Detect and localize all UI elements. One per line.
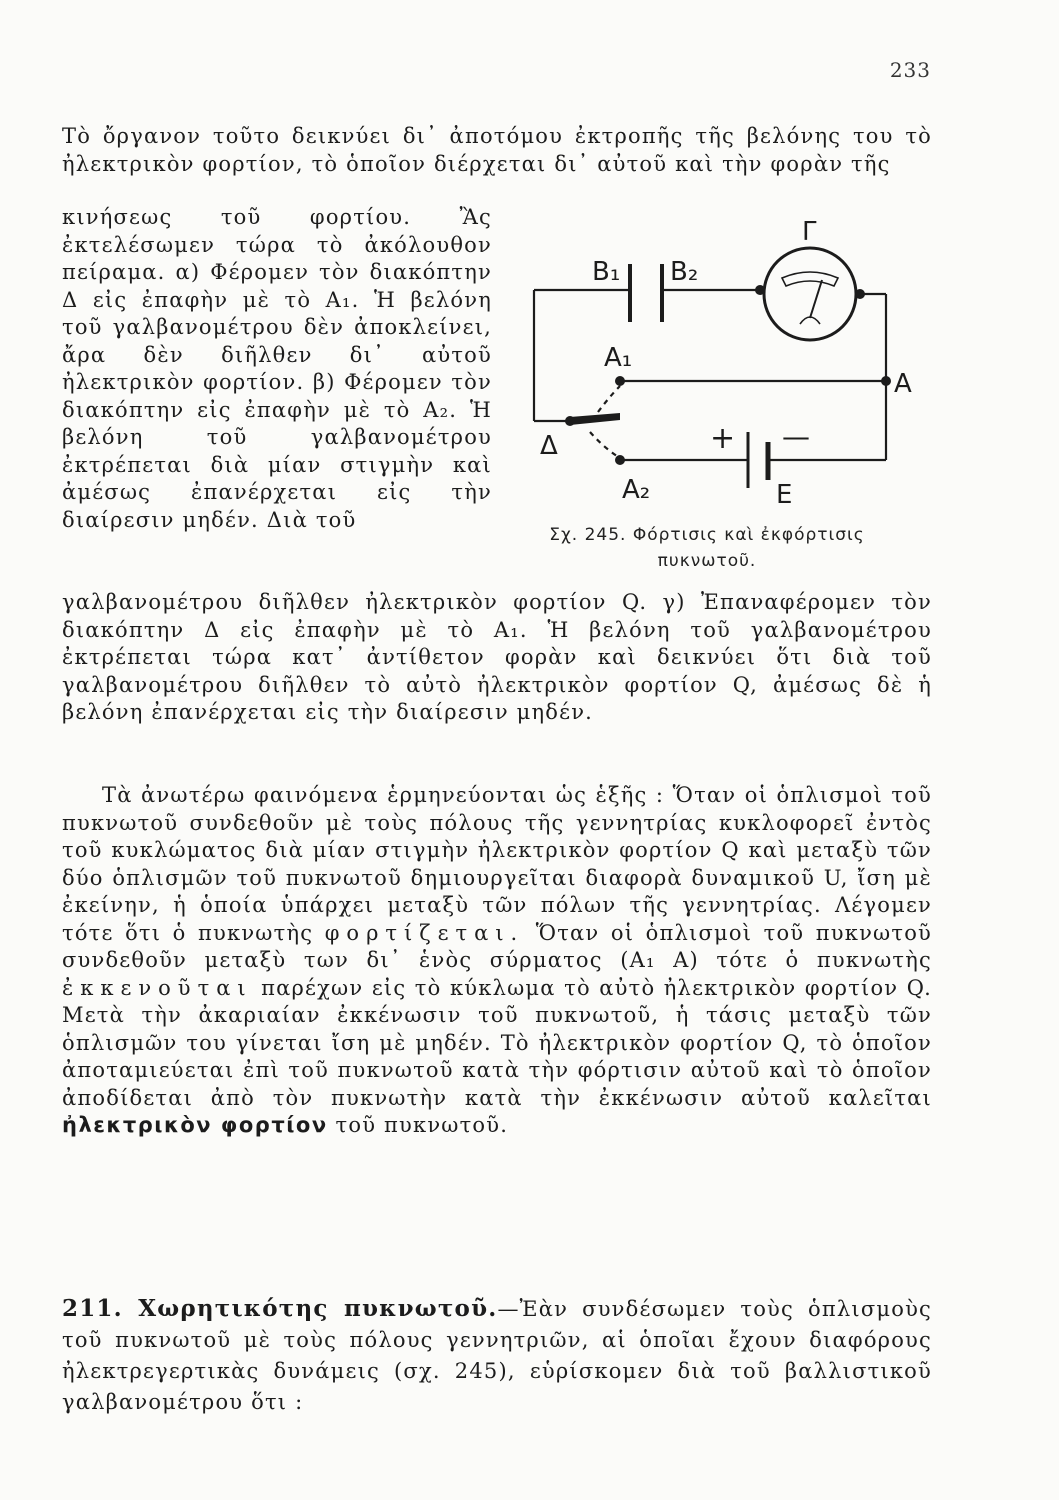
paragraph-2-part-3: παρέχων εἰς τὸ κύκλωμα τὸ αὐτὸ ἠλεκτρικὸν φορτίον Q. Μετὰ τὴν ἀκαριαίαν ἐκκένωσιν τοῦ πυκνωτοῦ, ἡ τάσις μεταξὺ τῶν ὁπλισμῶν του γίνεται ἴση μὲ μηδέν. Τὸ ἠλεκτρικὸν φορτίον Q, τὸ ὁποῖον ἀποταμιεύεται ἐπὶ τοῦ πυκνωτοῦ κατὰ τὴν φόρτισιν αὐτοῦ καὶ τὸ ὁποῖον ἀποδίδεται ἀπὸ τὸν πυκνωτὴν κατὰ τὴν ἐκκένωσιν αὐτοῦ καλεῖται (62, 975, 932, 1110)
paragraph-2 (62, 782, 932, 1140)
section-text: —Ἐὰν συνδέσωμεν τοὺς ὁπλισμοὺς τοῦ πυκνωτοῦ μὲ τοὺς πόλους γεννητριῶν, αἱ ὁποῖαι ἔχουν διαφόρους ἠλεκτρεγερτικὰς δυνάμεις (σχ. 245), εὑρίσκομεν διὰ τοῦ βαλλιστικοῦ γαλβανομέτρου ὅτι : (62, 1297, 932, 1414)
galvanometer-scale (782, 272, 838, 286)
label-switch-delta: Δ (540, 431, 558, 461)
paragraph-1-remainder: γαλβανομέτρου διῆλθεν ἠλεκτρικὸν φορτίον Q. γ) Ἐπαναφέρομεν τὸν διακόπτην Δ εἰς ἐπαφὴν μὲ τὸ A₁. Ἡ βελόνη τοῦ γαλβανομέτρου ἐκτρέπεται τώρα κατ᾽ ἀντίθετον φορὰν καὶ δεικνύει ὅτι διὰ τοῦ γαλβανομέτρου διῆλθεν τὸ αὐτὸ ἠλεκτρικὸν φορτίον Q, ἀμέσως δὲ ἡ βελόνη ἐπανέρχεται εἰς τὴν διαίρεσιν μηδέν. (62, 590, 932, 724)
spaced-term-charged: φορτίζεται. (324, 920, 525, 945)
galvanometer-right-dot (855, 289, 865, 299)
section-211 (62, 1293, 932, 1418)
paragraph-2-part-4: τοῦ πυκνωτοῦ. (335, 1113, 509, 1137)
switch-lever (570, 413, 620, 425)
label-terminal-a: A (894, 369, 912, 399)
label-terminal-a2: A₂ (622, 475, 651, 505)
terminal-a1-dot (615, 376, 625, 386)
paragraph-1-lead: Τὸ ὄργανον τοῦτο δεικνύει δι᾽ ἀποτόμου ἐκτροπῆς τῆς βελόνης του τὸ ἠλεκτρικὸν φορτίον, τὸ ὁποῖον διέρχεται δι᾽ αὐτοῦ καὶ τὴν φορὰν τῆς (62, 124, 932, 176)
galvanometer-left-dot (755, 285, 765, 295)
switch-arc-upper (598, 386, 620, 412)
section-heading: 211. Χωρητικότης πυκνωτοῦ. (62, 1295, 498, 1322)
figure-caption (522, 522, 892, 574)
galvanometer-needle (810, 280, 822, 318)
label-plate-b2: B₂ (670, 257, 699, 287)
label-battery-e: E (776, 480, 793, 510)
switch-arc-lower (590, 432, 620, 458)
label-plate-b1: B₁ (592, 257, 621, 287)
circuit-diagram (520, 218, 940, 518)
galvanometer-pivot (800, 317, 820, 324)
switch-pivot-dot (565, 416, 575, 426)
terminal-a-dot (881, 376, 891, 386)
circuit-diagram-svg (520, 218, 940, 518)
spaced-term-discharged: ἐκκενοῦται (62, 975, 253, 1000)
page-number: 233 (889, 58, 931, 82)
galvanometer-body (764, 248, 856, 340)
terminal-a2-dot (615, 455, 625, 465)
label-galvanometer: Γ (802, 218, 817, 247)
label-minus: — (782, 420, 810, 453)
paragraph-1-wrapped: κινήσεως τοῦ φορτίου. Ἂς ἐκτελέσωμεν τώρα τὸ ἀκόλουθον πείραμα. α) Φέρομεν τὸν διακόπτην Δ εἰς ἐπαφὴν μὲ τὸ A₁. Ἡ βελόνη τοῦ γαλβανομέτρου δὲν ἀποκλείνει, ἄρα δὲν διῆλθεν δι᾽ αὐτοῦ ἠλεκτρικὸν φορτίον. β) Φέρομεν τὸν διακόπτην εἰς ἐπαφὴν μὲ τὸ A₂. Ἡ βελόνη τοῦ γαλβανομέτρου ἐκτρέπεται διὰ μίαν στιγμὴν καὶ ἀμέσως ἐπανέρχεται εἰς τὴν διαίρεσιν μηδέν. Διὰ τοῦ (62, 205, 492, 532)
label-terminal-a1: A₁ (604, 343, 633, 373)
bold-term-electric-charge: ἠλεκτρικὸν φορτίον (62, 1113, 328, 1137)
figure-caption-line-1: Σχ. 245. Φόρτισις καὶ ἐκφόρτισις (549, 525, 865, 545)
label-plus: + (710, 421, 736, 456)
paragraph-2-part-1: Τὰ ἀνωτέρω φαινόμενα ἑρμηνεύονται ὡς ἑξῆς : Ὅταν οἱ ὁπλισμοὶ τοῦ πυκνωτοῦ συνδεθοῦν μὲ τοὺς πόλους τῆς γεννητρίας κυκλοφορεῖ ἐντὸς τοῦ κυκλώματος διὰ μίαν στιγμὴν ἠλεκτρικὸν φορτίον Q καὶ μεταξὺ τῶν δύο ὁπλισμῶν τοῦ πυκνωτοῦ δημιουργεῖται διαφορὰ δυναμικοῦ U, ἴση μὲ ἐκείνην, ἡ ὁποία ὑπάρχει μεταξὺ τῶν πόλων τῆς γεννητρίας. Λέγομεν τότε ὅτι ὁ πυκνωτὴς (62, 783, 932, 945)
paragraph-2-part-2: Ὅταν οἱ ὁπλισμοὶ τοῦ πυκνωτοῦ συνδεθοῦν μεταξὺ των δι᾽ ἑνὸς σύρματος (A₁ A) τότε ὁ πυκνωτὴς (62, 920, 932, 972)
figure-caption-line-2: πυκνωτοῦ. (657, 551, 757, 571)
